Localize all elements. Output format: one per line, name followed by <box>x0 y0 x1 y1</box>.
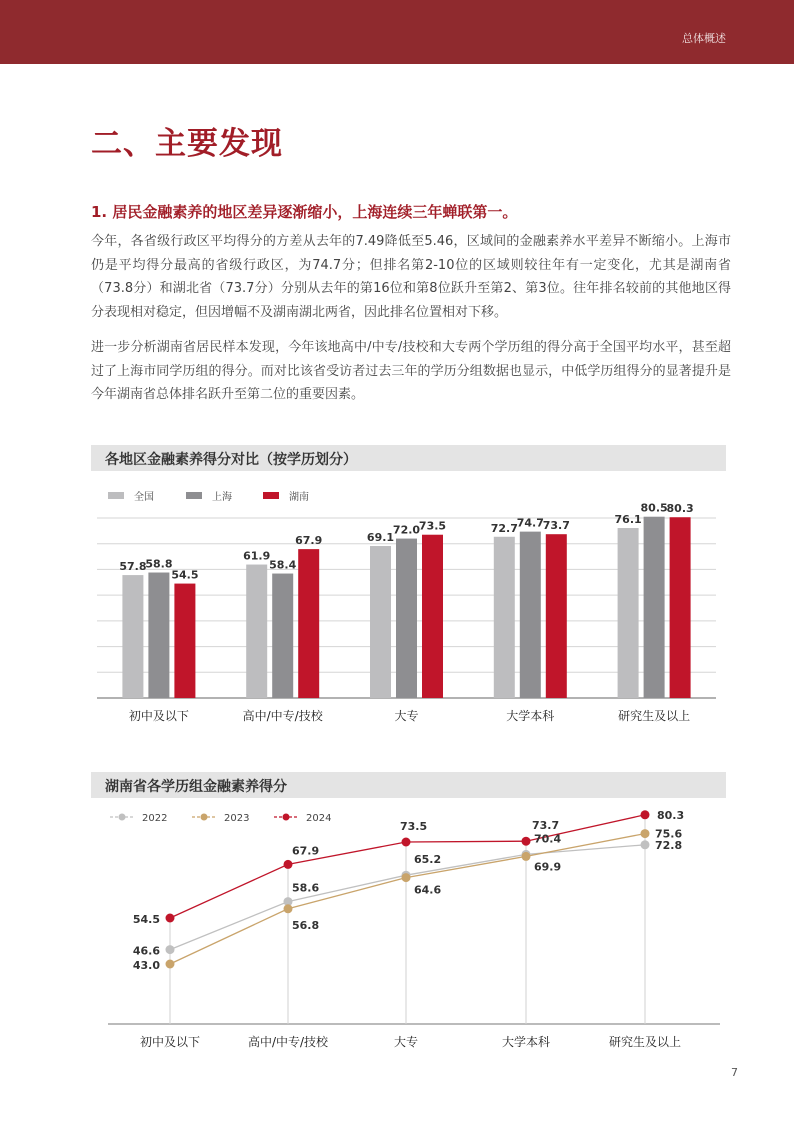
point-value-label: 69.9 <box>534 860 562 874</box>
page-number: 7 <box>731 1066 738 1079</box>
line-chart-header <box>91 772 726 798</box>
bar-value-label: 80.3 <box>666 502 694 516</box>
header-bar <box>0 0 794 64</box>
legend-label-2024: 2024 <box>306 813 332 824</box>
finding-heading: 1. 居民金融素养的地区差异逐渐缩小，上海连续三年蝉联第一。 <box>91 203 518 221</box>
point-value-label: 73.5 <box>400 820 428 833</box>
point-2023 <box>402 873 411 882</box>
x-tick-label: 高中/中专/技校 <box>242 709 323 723</box>
point-value-label: 46.6 <box>132 944 160 958</box>
point-2024 <box>402 838 411 847</box>
bar-hunan <box>422 535 443 698</box>
point-2023 <box>166 960 175 969</box>
point-value-label: 75.6 <box>655 827 683 841</box>
bar-hunan <box>670 517 691 698</box>
point-value-label: 67.9 <box>292 844 320 858</box>
section-title: 二、主要发现 <box>91 126 283 162</box>
legend-label-2022: 2022 <box>142 813 168 824</box>
bar-hunan <box>174 584 195 698</box>
x-tick-label: 研究生及以上 <box>618 709 691 723</box>
point-2023 <box>284 904 293 913</box>
header-section-label: 总体概述 <box>682 32 726 45</box>
point-2022 <box>166 945 175 954</box>
point-value-label: 72.8 <box>655 838 683 852</box>
legend-swatch <box>108 492 124 499</box>
x-tick-label: 大专 <box>393 1035 419 1049</box>
bar-value-label: 69.1 <box>366 531 395 545</box>
legend-label: 全国 <box>134 492 154 503</box>
bar-value-label: 74.7 <box>516 516 544 530</box>
point-2024 <box>166 914 175 923</box>
legend-label-2023: 2023 <box>224 813 250 824</box>
bar-value-label: 58.8 <box>145 557 173 571</box>
point-value-label: 56.8 <box>292 918 320 932</box>
x-tick-label: 大学本科 <box>501 1035 551 1049</box>
point-2024 <box>522 837 531 846</box>
x-tick-label: 大专 <box>394 709 419 723</box>
point-value-label: 80.3 <box>657 808 685 822</box>
line-chart <box>0 800 794 1050</box>
point-value-label: 58.6 <box>292 881 320 895</box>
line-series-2022 <box>170 845 645 950</box>
bar-shanghai <box>644 517 665 698</box>
bar-value-label: 73.7 <box>542 519 570 533</box>
x-tick-label: 初中及以下 <box>139 1035 201 1049</box>
bar-chart <box>0 500 794 760</box>
x-tick-label: 初中及以下 <box>128 709 189 723</box>
legend-swatch <box>263 492 279 499</box>
bar-value-label: 61.9 <box>243 549 271 563</box>
bar-chart-header <box>91 445 726 471</box>
paragraph-1: 今年，各省级行政区平均得分的方差从去年的7.49降低至5.46，区域间的金融素养水平差异不断缩小。上海市仍是平均得分最高的省级行政区，为74.7分；但排名第2-10位的区域则较往年有一定变化，尤其是湖南省（73.8分）和湖北省（73.7分）分别从去年的第16位和第8位跃升至第2、第3位。往年排名较前的其他地区得分表现相对稳定，但因增幅不及湖南湖北两省，因此排名位置相对下移。 <box>91 234 731 320</box>
point-2022 <box>641 840 650 849</box>
point-2024 <box>641 810 650 819</box>
line-series-2023 <box>170 834 645 964</box>
point-value-label: 65.2 <box>414 853 442 867</box>
point-value-label: 43.0 <box>132 959 160 972</box>
bar-shanghai <box>396 539 417 698</box>
point-2023 <box>641 829 650 838</box>
bar-national <box>494 537 515 698</box>
x-tick-label: 研究生及以上 <box>608 1035 682 1049</box>
line-chart-title: 湖南省各学历组金融素养得分 <box>105 779 287 795</box>
bar-national <box>122 575 143 698</box>
bar-hunan <box>546 534 567 698</box>
bar-shanghai <box>520 532 541 698</box>
bar-value-label: 72.0 <box>392 523 421 537</box>
bar-value-label: 76.1 <box>614 513 642 527</box>
x-tick-label: 高中/中专/技校 <box>247 1035 329 1049</box>
bar-hunan <box>298 549 319 698</box>
x-tick-label: 大学本科 <box>506 709 555 723</box>
paragraph-2: 进一步分析湖南省居民样本发现，今年该地高中/中专/技校和大专两个学历组的得分高于全国平均水平，甚至超过了上海市同学历组的得分。而对比该省受访者过去三年的学历分组数据也显示，中低学历组得分的显著提升是今年湖南省总体排名跃升至第二位的重要因素。 <box>91 340 731 402</box>
bar-value-label: 72.7 <box>490 521 518 535</box>
bar-shanghai <box>272 574 293 698</box>
legend-swatch <box>186 492 202 499</box>
bar-national <box>246 565 267 698</box>
bar-value-label: 57.8 <box>119 560 147 574</box>
point-value-label: 73.7 <box>532 819 560 833</box>
bar-value-label: 54.5 <box>171 568 199 582</box>
bar-chart-title: 各地区金融素养得分对比（按学历划分） <box>105 452 357 468</box>
point-value-label: 54.5 <box>132 913 160 926</box>
point-value-label: 64.6 <box>414 883 442 897</box>
bar-national <box>370 546 391 698</box>
legend-label: 湖南 <box>289 492 309 503</box>
bar-value-label: 73.5 <box>418 519 447 533</box>
bar-shanghai <box>148 573 169 698</box>
bar-value-label: 80.5 <box>640 501 668 515</box>
point-value-label: 70.4 <box>534 832 562 846</box>
bar-value-label: 58.4 <box>269 558 297 572</box>
point-2024 <box>284 860 293 869</box>
bar-national <box>618 528 639 698</box>
point-2023 <box>522 852 531 861</box>
bar-value-label: 67.9 <box>295 534 323 548</box>
legend-label: 上海 <box>212 492 232 503</box>
